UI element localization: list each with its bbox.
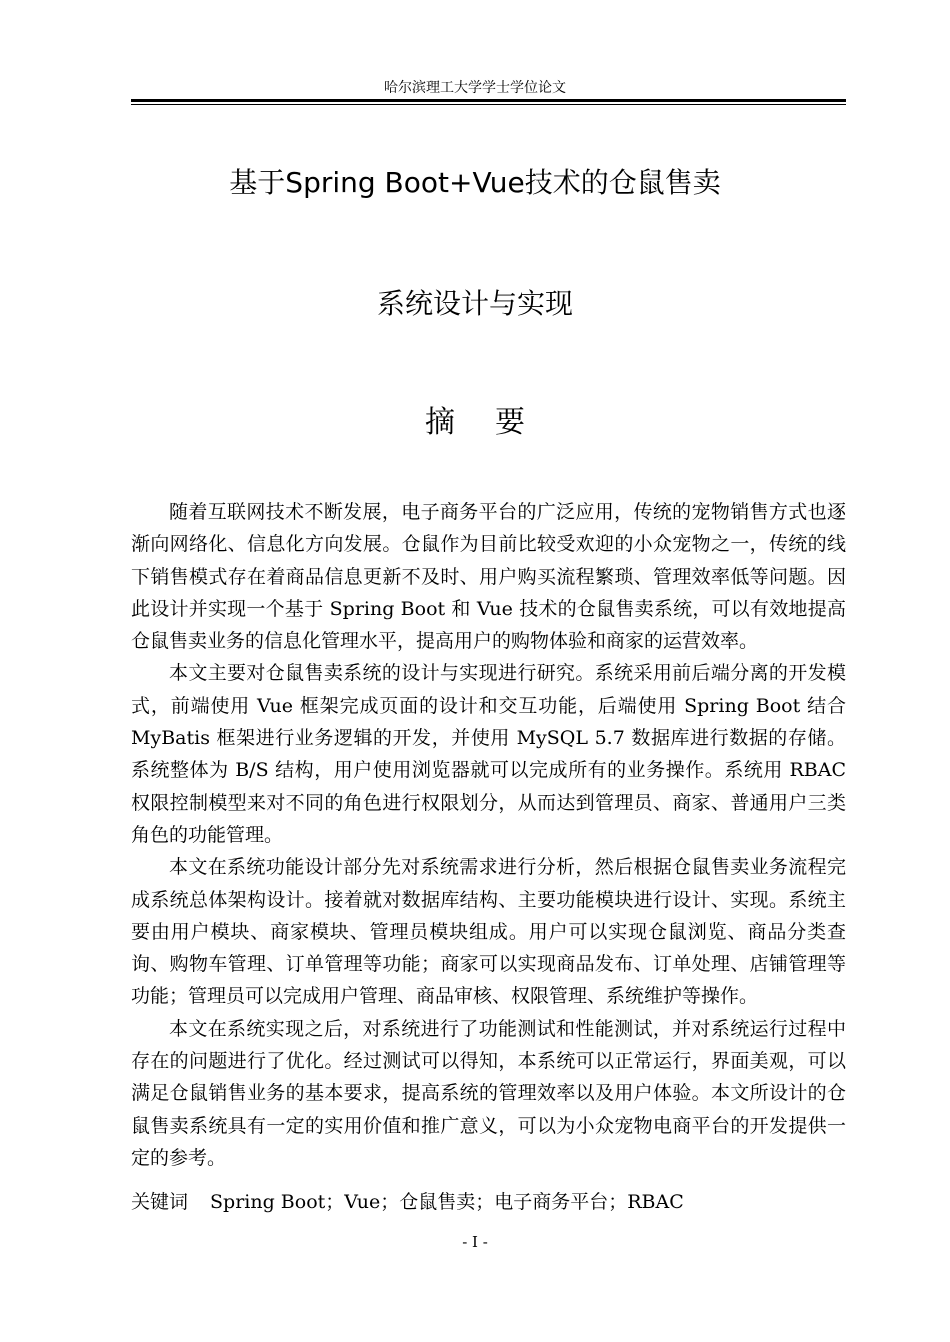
abstract-body [131, 496, 846, 1174]
abstract-paragraph: 随着互联网技术不断发展，电子商务平台的广泛应用，传统的宠物销售方式也逐渐向网络化、信息化方向发展。仓鼠作为目前比较受欢迎的小众宠物之一，传统的线下销售模式存在着商品信息更新不及时、用户购买流程繁琐、管理效率低等问题。因此设计并实现一个基于 Spring Boot 和 Vue 技术的仓鼠售卖系统，可以有效地提高仓鼠售卖业务的信息化管理水平，提高用户的购物体验和商家的运营效率。 [131, 501, 846, 653]
keywords-list: Spring Boot；Vue；仓鼠售卖；电子商务平台；RBAC [210, 1191, 684, 1213]
abstract-paragraph: 本文在系统实现之后，对系统进行了功能测试和性能测试，并对系统运行过程中存在的问题进行了优化。经过测试可以得知，本系统可以正常运行，界面美观，可以满足仓鼠销售业务的基本要求，提高系统的管理效率以及用户体验。本文所设计的仓鼠售卖系统具有一定的实用价值和推广意义，可以为小众宠物电商平台的开发提供一定的参考。 [131, 1017, 846, 1169]
header-rule-thin [131, 104, 846, 105]
keywords-label: 关键词 [131, 1191, 189, 1213]
running-header: 哈尔滨理工大学学士学位论文 [384, 80, 566, 96]
thesis-title-line-1: 基于Spring Boot+Vue技术的仓鼠售卖 [229, 166, 721, 199]
abstract-paragraph: 本文主要对仓鼠售卖系统的设计与实现进行研究。系统采用前后端分离的开发模式，前端使用 Vue 框架完成页面的设计和交互功能，后端使用 Spring Boot 结合 MyBatis 框架进行业务逻辑的开发，并使用 MySQL 5.7 数据库进行数据的存储。系统整体为 B/S 结构，用户使用浏览器就可以完成所有的业务操作。系统用 RBAC 权限控制模型来对不同的角色进行权限划分，从而达到管理员、商家、普通用户三类角色的功能管理。 [131, 662, 846, 846]
keywords-line [131, 1186, 846, 1218]
page-number: - I - [462, 1233, 488, 1251]
abstract-heading: 摘要 [425, 405, 565, 440]
header-rule-thick [131, 99, 846, 102]
thesis-title-line-2: 系统设计与实现 [376, 287, 573, 320]
abstract-paragraph: 本文在系统功能设计部分先对系统需求进行分析，然后根据仓鼠售卖业务流程完成系统总体架构设计。接着就对数据库结构、主要功能模块进行设计、实现。系统主要由用户模块、商家模块、管理员模块组成。用户可以实现仓鼠浏览、商品分类查询、购物车管理、订单管理等功能；商家可以实现商品发布、订单处理、店铺管理等功能；管理员可以完成用户管理、商品审核、权限管理、系统维护等操作。 [131, 856, 846, 1008]
